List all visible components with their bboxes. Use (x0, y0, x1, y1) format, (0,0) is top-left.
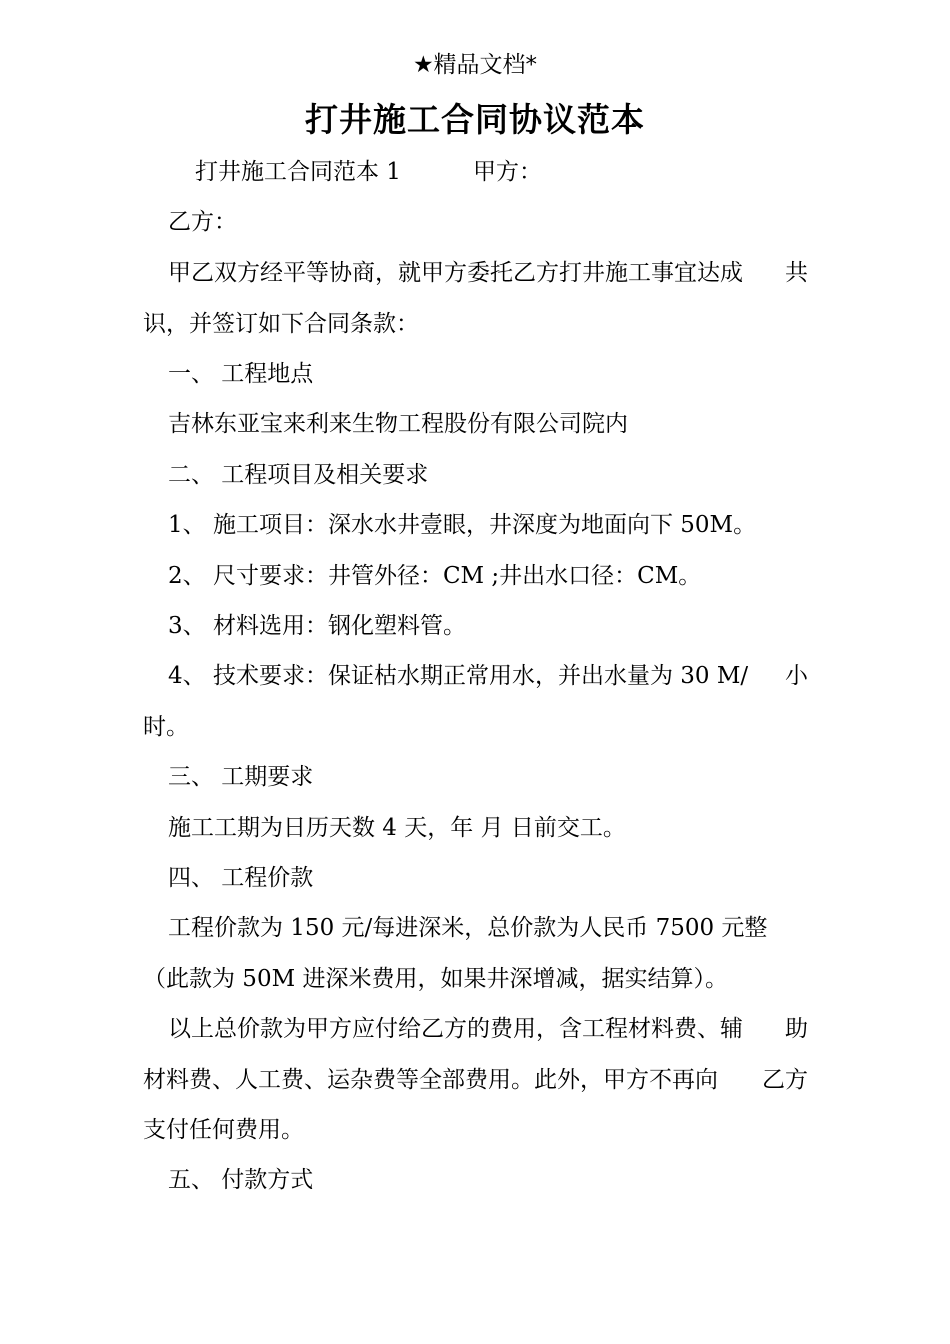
intro-line-2: 识，并签订如下合同条款： (143, 311, 419, 337)
section-4-note-line-1-text: 以上总价款为甲方应付给乙方的费用，含工程材料费、辅 (168, 1016, 743, 1042)
intro-line-1-text: 甲乙双方经平等协商，就甲方委托乙方打井施工事宜达成 (168, 260, 743, 286)
section-4-note-line-2-end: 乙方 (762, 1067, 808, 1093)
party-b-line: 乙方： (168, 209, 237, 235)
section-4-note-line-1-end: 助 (785, 1016, 808, 1042)
section-4-note-line-1 (168, 1014, 808, 1044)
intro-line-1 (168, 258, 808, 288)
section-2-item-3: 3、 材料选用：钢化塑料管。 (168, 613, 466, 639)
section-2-item-4-end: 小 (785, 663, 808, 689)
section-2-item-2: 2、 尺寸要求：井管外径：CM ;井出水口径：CM。 (168, 563, 702, 589)
header-mark: ★精品文档* (412, 52, 538, 78)
section-4-price-line-1: 工程价款为 150 元/每进深米，总价款为人民币 7500 元整 (168, 915, 768, 941)
section-4-price-line-2: （此款为 50M 进深米费用，如果井深增减，据实结算）。 (143, 966, 728, 992)
subtitle-row (195, 157, 542, 187)
subtitle-party-a: 甲方： (472, 159, 542, 185)
section-2-heading: 二、 工程项目及相关要求 (168, 462, 429, 488)
section-5-heading: 五、 付款方式 (168, 1167, 314, 1193)
section-2-item-4 (168, 661, 808, 691)
intro-line-1-end: 共 (785, 260, 808, 286)
section-2-item-1: 1、 施工项目：深水水井壹眼，井深度为地面向下 50M。 (168, 512, 757, 538)
section-4-heading: 四、 工程价款 (168, 865, 314, 891)
section-4-note-line-2 (143, 1065, 808, 1095)
section-2-item-4-cont: 时。 (143, 714, 189, 740)
section-4-note-line-3: 支付任何费用。 (143, 1117, 304, 1143)
subtitle-left: 打井施工合同范本 1 (195, 159, 401, 185)
section-1-heading: 一、 工程地点 (168, 361, 314, 387)
section-4-note-line-2-text: 材料费、人工费、运杂费等全部费用。此外，甲方不再向 (143, 1067, 718, 1093)
document-title: 打井施工合同协议范本 (305, 100, 645, 139)
section-3-text: 施工工期为日历天数 4 天，年 月 日前交工。 (168, 815, 626, 841)
section-2-item-4-text: 4、 技术要求：保证枯水期正常用水，并出水量为 30 M/ (168, 663, 749, 689)
section-1-location: 吉林东亚宝来利来生物工程股份有限公司院内 (168, 411, 628, 437)
section-3-heading: 三、 工期要求 (168, 764, 314, 790)
